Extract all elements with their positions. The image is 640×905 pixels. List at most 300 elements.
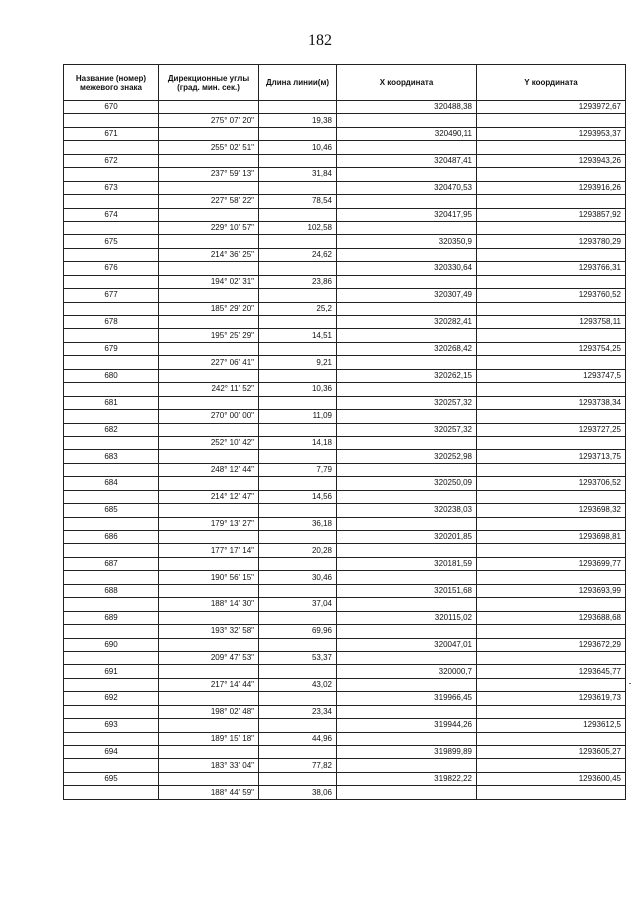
empty-cell [259, 181, 337, 194]
table-row-point [64, 772, 626, 785]
table-row-segment [64, 329, 626, 342]
line-length: 102,58 [259, 221, 337, 234]
line-length: 43,02 [259, 678, 337, 691]
empty-cell [337, 517, 477, 530]
empty-cell [159, 557, 259, 570]
x-coordinate: 320000,7 [337, 665, 477, 678]
x-coordinate: 320487,41 [337, 154, 477, 167]
empty-cell [259, 154, 337, 167]
empty-cell [64, 302, 159, 315]
page-number: 182 [308, 32, 332, 49]
empty-cell [477, 329, 626, 342]
empty-cell [159, 584, 259, 597]
empty-cell [337, 705, 477, 718]
table-row-segment [64, 544, 626, 557]
empty-cell [159, 611, 259, 624]
line-length: 14,51 [259, 329, 337, 342]
y-coordinate: 1293943,26 [477, 154, 626, 167]
empty-cell [259, 208, 337, 221]
point-name: 681 [64, 396, 159, 409]
empty-cell [159, 342, 259, 355]
y-coordinate: 1293605,27 [477, 746, 626, 759]
empty-cell [64, 275, 159, 288]
empty-cell [477, 141, 626, 154]
empty-cell [337, 625, 477, 638]
empty-cell [337, 759, 477, 772]
point-name: 672 [64, 154, 159, 167]
empty-cell [259, 289, 337, 302]
table-row-point [64, 289, 626, 302]
empty-cell [477, 463, 626, 476]
empty-cell [64, 383, 159, 396]
x-coordinate: 319899,89 [337, 746, 477, 759]
line-length: 38,06 [259, 786, 337, 799]
y-coordinate: 1293706,52 [477, 477, 626, 490]
empty-cell [259, 638, 337, 651]
y-coordinate: 1293857,92 [477, 208, 626, 221]
empty-cell [337, 571, 477, 584]
table-row-point [64, 127, 626, 140]
table-row-point [64, 316, 626, 329]
point-name: 676 [64, 262, 159, 275]
empty-cell [159, 289, 259, 302]
table-row-point [64, 154, 626, 167]
empty-cell [477, 571, 626, 584]
empty-cell [159, 235, 259, 248]
point-name: 678 [64, 316, 159, 329]
table-row-segment [64, 759, 626, 772]
empty-cell [337, 544, 477, 557]
empty-cell [477, 732, 626, 745]
line-length: 25,2 [259, 302, 337, 315]
line-length: 31,84 [259, 168, 337, 181]
empty-cell [259, 584, 337, 597]
empty-cell [477, 248, 626, 261]
table-row-point [64, 423, 626, 436]
x-coordinate: 320330,64 [337, 262, 477, 275]
table-row-point [64, 450, 626, 463]
empty-cell [259, 531, 337, 544]
x-coordinate: 320268,42 [337, 342, 477, 355]
table-body [64, 101, 626, 800]
direction-angle: 209° 47' 53" [159, 651, 259, 664]
direction-angle: 198° 02' 48" [159, 705, 259, 718]
line-length: 37,04 [259, 598, 337, 611]
empty-cell [259, 396, 337, 409]
point-name: 677 [64, 289, 159, 302]
table-row-segment [64, 786, 626, 799]
point-name: 694 [64, 746, 159, 759]
point-name: 682 [64, 423, 159, 436]
empty-cell [159, 531, 259, 544]
empty-cell [64, 490, 159, 503]
empty-cell [64, 732, 159, 745]
table-row-segment [64, 410, 626, 423]
line-length: 14,18 [259, 436, 337, 449]
table-row-point [64, 504, 626, 517]
line-length: 14,56 [259, 490, 337, 503]
direction-angle: 270° 00' 00" [159, 410, 259, 423]
point-name: 695 [64, 772, 159, 785]
empty-cell [337, 436, 477, 449]
table-row-segment [64, 517, 626, 530]
y-coordinate: 1293916,26 [477, 181, 626, 194]
table-row-segment [64, 436, 626, 449]
empty-cell [259, 423, 337, 436]
y-coordinate: 1293754,25 [477, 342, 626, 355]
y-coordinate: 1293766,31 [477, 262, 626, 275]
direction-angle: 227° 06' 41" [159, 356, 259, 369]
point-name: 675 [64, 235, 159, 248]
header-row [64, 65, 626, 101]
empty-cell [259, 316, 337, 329]
empty-cell [259, 611, 337, 624]
empty-cell [64, 195, 159, 208]
table-row-segment [64, 598, 626, 611]
empty-cell [477, 195, 626, 208]
point-name: 693 [64, 719, 159, 732]
empty-cell [337, 651, 477, 664]
empty-cell [337, 410, 477, 423]
y-coordinate: 1293972,67 [477, 101, 626, 114]
empty-cell [259, 665, 337, 678]
y-coordinate: 1293693,99 [477, 584, 626, 597]
direction-angle: 229° 10' 57" [159, 221, 259, 234]
empty-cell [64, 168, 159, 181]
y-coordinate: 1293672,29 [477, 638, 626, 651]
empty-cell [64, 571, 159, 584]
x-coordinate: 320201,85 [337, 531, 477, 544]
empty-cell [337, 732, 477, 745]
empty-cell [64, 651, 159, 664]
point-name: 673 [64, 181, 159, 194]
empty-cell [159, 477, 259, 490]
line-length: 19,38 [259, 114, 337, 127]
table-row-segment [64, 625, 626, 638]
y-coordinate: 1293713,75 [477, 450, 626, 463]
direction-angle: 177° 17' 14" [159, 544, 259, 557]
y-coordinate: 1293953,37 [477, 127, 626, 140]
point-name: 684 [64, 477, 159, 490]
empty-cell [64, 114, 159, 127]
point-name: 674 [64, 208, 159, 221]
empty-cell [337, 168, 477, 181]
empty-cell [159, 396, 259, 409]
empty-cell [259, 450, 337, 463]
header-x: X координата [337, 65, 477, 101]
empty-cell [159, 154, 259, 167]
line-length: 77,82 [259, 759, 337, 772]
empty-cell [477, 651, 626, 664]
empty-cell [64, 410, 159, 423]
line-length: 20,28 [259, 544, 337, 557]
empty-cell [64, 517, 159, 530]
empty-cell [337, 598, 477, 611]
empty-cell [477, 678, 626, 691]
x-coordinate: 320257,32 [337, 423, 477, 436]
table-row-point [64, 746, 626, 759]
y-coordinate: 1293612,5 [477, 719, 626, 732]
line-length: 23,34 [259, 705, 337, 718]
x-coordinate: 320282,41 [337, 316, 477, 329]
direction-angle: 188° 44' 59" [159, 786, 259, 799]
empty-cell [259, 369, 337, 382]
empty-cell [477, 168, 626, 181]
empty-cell [477, 544, 626, 557]
table-row-segment [64, 168, 626, 181]
empty-cell [477, 436, 626, 449]
empty-cell [477, 383, 626, 396]
table-row-segment [64, 356, 626, 369]
x-coordinate: 320250,09 [337, 477, 477, 490]
table-row-segment [64, 275, 626, 288]
empty-cell [64, 544, 159, 557]
direction-angle: 193° 32' 58" [159, 625, 259, 638]
point-name: 686 [64, 531, 159, 544]
table-row-point [64, 477, 626, 490]
header-length: Длина линии(м) [259, 65, 337, 101]
point-name: 679 [64, 342, 159, 355]
direction-angle: 214° 12' 47" [159, 490, 259, 503]
empty-cell [259, 746, 337, 759]
direction-angle: 227° 58' 22" [159, 195, 259, 208]
direction-angle: 237° 59' 13" [159, 168, 259, 181]
table-row-point [64, 638, 626, 651]
line-length: 9,21 [259, 356, 337, 369]
empty-cell [159, 719, 259, 732]
empty-cell [337, 678, 477, 691]
empty-cell [64, 221, 159, 234]
y-coordinate: 1293758,11 [477, 316, 626, 329]
x-coordinate: 320490,11 [337, 127, 477, 140]
empty-cell [477, 221, 626, 234]
table-row-point [64, 719, 626, 732]
empty-cell [159, 181, 259, 194]
direction-angle: 275° 07' 20" [159, 114, 259, 127]
empty-cell [64, 248, 159, 261]
empty-cell [259, 557, 337, 570]
empty-cell [337, 275, 477, 288]
direction-angle: 190° 56' 15" [159, 571, 259, 584]
direction-angle: 217° 14' 44" [159, 678, 259, 691]
empty-cell [259, 342, 337, 355]
table-row-segment [64, 141, 626, 154]
scan-mark [629, 683, 631, 684]
table-row-point [64, 557, 626, 570]
table-row-segment [64, 732, 626, 745]
empty-cell [64, 598, 159, 611]
x-coordinate: 319944,26 [337, 719, 477, 732]
empty-cell [64, 141, 159, 154]
table-row-point [64, 665, 626, 678]
x-coordinate: 320257,32 [337, 396, 477, 409]
table-row-segment [64, 221, 626, 234]
empty-cell [159, 369, 259, 382]
empty-cell [337, 463, 477, 476]
empty-cell [337, 114, 477, 127]
empty-cell [159, 101, 259, 114]
x-coordinate: 319822,22 [337, 772, 477, 785]
line-length: 30,46 [259, 571, 337, 584]
empty-cell [159, 772, 259, 785]
line-length: 10,46 [259, 141, 337, 154]
point-name: 689 [64, 611, 159, 624]
x-coordinate: 320350,9 [337, 235, 477, 248]
table-row-point [64, 692, 626, 705]
table-row-point [64, 369, 626, 382]
table-row-point [64, 531, 626, 544]
point-name: 670 [64, 101, 159, 114]
empty-cell [259, 235, 337, 248]
empty-cell [159, 638, 259, 651]
empty-cell [159, 262, 259, 275]
y-coordinate: 1293688,68 [477, 611, 626, 624]
x-coordinate: 319966,45 [337, 692, 477, 705]
point-name: 687 [64, 557, 159, 570]
direction-angle: 252° 10' 42" [159, 436, 259, 449]
y-coordinate: 1293780,29 [477, 235, 626, 248]
table-row-segment [64, 302, 626, 315]
empty-cell [64, 625, 159, 638]
empty-cell [477, 759, 626, 772]
y-coordinate: 1293760,52 [477, 289, 626, 302]
table-row-point [64, 208, 626, 221]
empty-cell [337, 490, 477, 503]
empty-cell [337, 302, 477, 315]
table-row-point [64, 342, 626, 355]
y-coordinate: 1293727,25 [477, 423, 626, 436]
empty-cell [259, 719, 337, 732]
x-coordinate: 320115,02 [337, 611, 477, 624]
table-row-segment [64, 705, 626, 718]
empty-cell [337, 786, 477, 799]
line-length: 36,18 [259, 517, 337, 530]
table-row-point [64, 101, 626, 114]
line-length: 24,62 [259, 248, 337, 261]
empty-cell [159, 450, 259, 463]
empty-cell [477, 275, 626, 288]
empty-cell [64, 705, 159, 718]
table-row-segment [64, 248, 626, 261]
point-name: 691 [64, 665, 159, 678]
empty-cell [159, 208, 259, 221]
empty-cell [259, 127, 337, 140]
empty-cell [337, 141, 477, 154]
table-row-segment [64, 651, 626, 664]
table-row-point [64, 584, 626, 597]
empty-cell [477, 625, 626, 638]
point-name: 680 [64, 369, 159, 382]
y-coordinate: 1293645,77 [477, 665, 626, 678]
empty-cell [259, 504, 337, 517]
empty-cell [337, 383, 477, 396]
direction-angle: 194° 02' 31" [159, 275, 259, 288]
x-coordinate: 320047,01 [337, 638, 477, 651]
y-coordinate: 1293698,32 [477, 504, 626, 517]
empty-cell [64, 436, 159, 449]
empty-cell [159, 127, 259, 140]
direction-angle: 183° 33' 04" [159, 759, 259, 772]
empty-cell [159, 692, 259, 705]
point-name: 671 [64, 127, 159, 140]
empty-cell [477, 114, 626, 127]
direction-angle: 242° 11' 52" [159, 383, 259, 396]
empty-cell [337, 329, 477, 342]
x-coordinate: 320181,59 [337, 557, 477, 570]
x-coordinate: 320417,95 [337, 208, 477, 221]
line-length: 7,79 [259, 463, 337, 476]
line-length: 11,09 [259, 410, 337, 423]
header-name: Название (номер) межевого знака [64, 65, 159, 101]
empty-cell [477, 517, 626, 530]
empty-cell [477, 705, 626, 718]
y-coordinate: 1293747,5 [477, 369, 626, 382]
empty-cell [477, 490, 626, 503]
empty-cell [64, 329, 159, 342]
empty-cell [159, 504, 259, 517]
line-length: 69,96 [259, 625, 337, 638]
table-row-point [64, 235, 626, 248]
coordinates-table [63, 64, 626, 800]
header-angle: Дирекционные углы (град. мин. сек.) [159, 65, 259, 101]
line-length: 53,37 [259, 651, 337, 664]
direction-angle: 248° 12' 44" [159, 463, 259, 476]
empty-cell [159, 316, 259, 329]
empty-cell [337, 356, 477, 369]
table-row-segment [64, 678, 626, 691]
direction-angle: 255° 02' 51" [159, 141, 259, 154]
y-coordinate: 1293738,34 [477, 396, 626, 409]
x-coordinate: 320307,49 [337, 289, 477, 302]
table-row-segment [64, 114, 626, 127]
empty-cell [259, 692, 337, 705]
y-coordinate: 1293699,77 [477, 557, 626, 570]
table-row-segment [64, 490, 626, 503]
empty-cell [337, 195, 477, 208]
empty-cell [159, 665, 259, 678]
table-row-segment [64, 383, 626, 396]
empty-cell [477, 410, 626, 423]
empty-cell [477, 786, 626, 799]
line-length: 10,36 [259, 383, 337, 396]
x-coordinate: 320488,38 [337, 101, 477, 114]
point-name: 688 [64, 584, 159, 597]
table-row-point [64, 262, 626, 275]
empty-cell [477, 598, 626, 611]
empty-cell [259, 772, 337, 785]
empty-cell [64, 786, 159, 799]
y-coordinate: 1293619,73 [477, 692, 626, 705]
direction-angle: 185° 29' 20" [159, 302, 259, 315]
empty-cell [64, 463, 159, 476]
empty-cell [337, 248, 477, 261]
y-coordinate: 1293698,81 [477, 531, 626, 544]
empty-cell [64, 356, 159, 369]
line-length: 44,96 [259, 732, 337, 745]
empty-cell [159, 423, 259, 436]
direction-angle: 179° 13' 27" [159, 517, 259, 530]
y-coordinate: 1293600,45 [477, 772, 626, 785]
table-row-point [64, 396, 626, 409]
direction-angle: 189° 15' 18" [159, 732, 259, 745]
direction-angle: 214° 36' 25" [159, 248, 259, 261]
x-coordinate: 320238,03 [337, 504, 477, 517]
x-coordinate: 320151,68 [337, 584, 477, 597]
table-row-point [64, 181, 626, 194]
table-row-point [64, 611, 626, 624]
empty-cell [259, 262, 337, 275]
header-y: Y координата [477, 65, 626, 101]
